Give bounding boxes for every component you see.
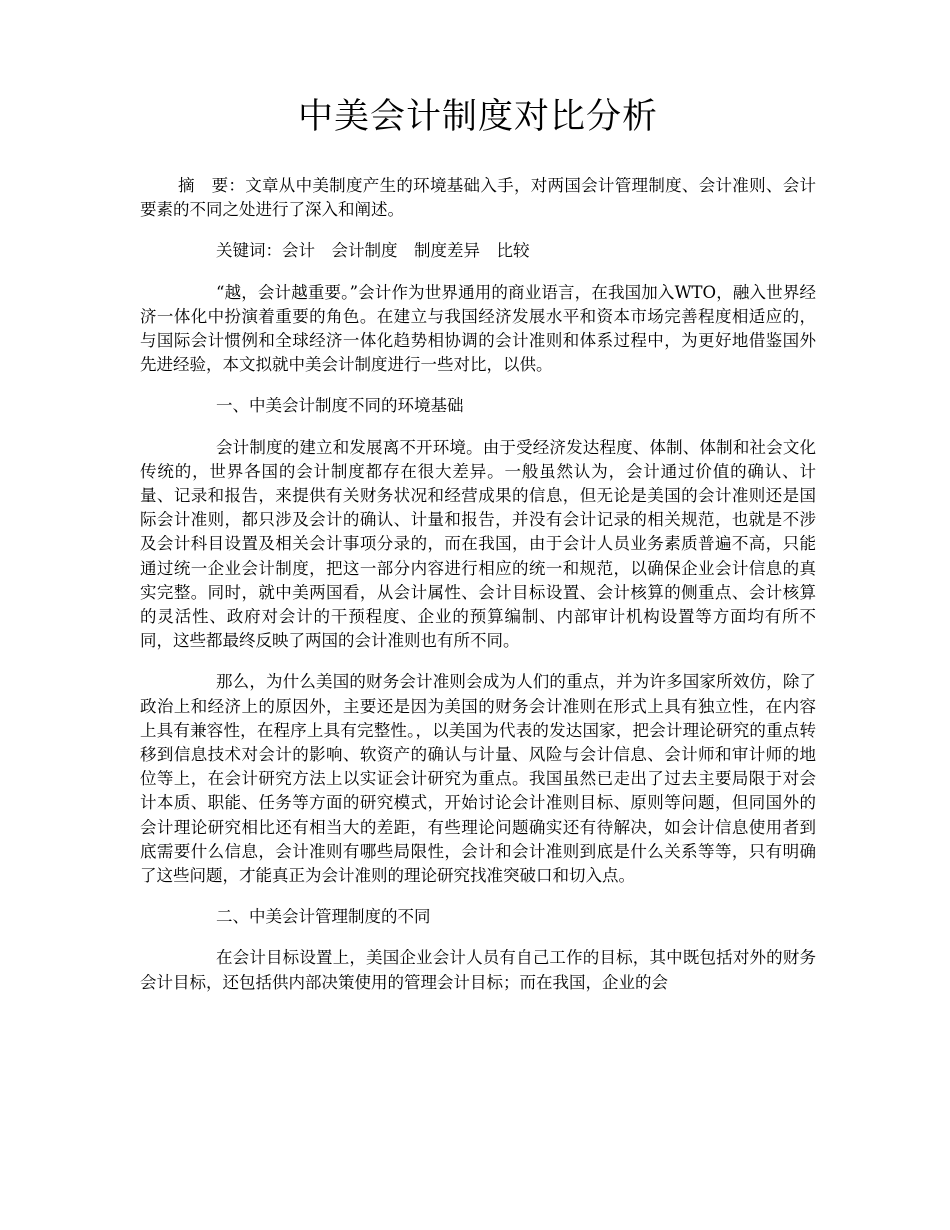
spacer [140,653,816,670]
keywords-line: 关键词：会计 会计制度 制度差异 比较 [216,241,530,261]
spacer [140,929,816,946]
section-2-heading: 二、中美会计管理制度的不同 [216,907,431,927]
abstract-paragraph: 摘 要：文章从中美制度产生的环境基础入手，对两国会计管理制度、会计准则、会计要素的不同之处进行了深入和阐述。 [140,176,816,220]
section-1-paragraph-1: 会计制度的建立和发展离不开环境。由于受经济发达程度、体制、体制和社会文化传统的，世界各国的会计制度都存在很大差异。一般虽然认为，会计通过价值的确认、计量、记录和报告，来提供有关财务状况和经营成果的信息，但无论是美国的会计准则还是国际会计准则，都只涉及会计的确认、计量和报告，并没有会计记录的相关规范，也就是不涉及会计科目设置及相关会计事项分录的，而在我国，由于会计人员业务素质普遍不高，只能通过统一企业会计制度，把这一部分内容进行相应的统一和规范，以确保企业会计信息的真实完整。同时，就中美两国看，从会计属性、会计目标设置、会计核算的侧重点、会计核算的灵活性、政府对会计的干预程度、企业的预算编制、内部审计机构设置等方面均有所不同，这些都最终反映了两国的会计准则也有所不同。 [140,437,816,651]
spacer [140,222,816,239]
intro-paragraph: “越，会计越重要。”会计作为世界通用的商业语言，在我国加入WTO，融入世界经济一体化中扮演着重要的角色。在建立与我国经济发展水平和资本市场完善程度相适应的，与国际会计惯例和全球经济一体化趋势相协调的会计准则和体系过程中，为更好地借鉴国外先进经验，本文拟就中美会计制度进行一些对比，以供。 [140,282,816,375]
document-page [140,92,816,995]
section-1-paragraph-2: 那么，为什么美国的财务会计准则会成为人们的重点，并为许多国家所效仿，除了政治上和经济上的原因外，主要还是因为美国的财务会计准则在形式上具有独立性，在内容上具有兼容性，在程序上具有完整性。，以美国为代表的发达国家，把会计理论研究的重点转移到信息技术对会计的影响、软资产的确认与计量、风险与会计信息、会计师和审计师的地位等上，在会计研究方法上以实证会计研究为重点。我国虽然已走出了过去主要局限于对会计本质、职能、任务等方面的研究模式，开始讨论会计准则目标、原则等问题，但同国外的会计理论研究相比还有相当大的差距，有些理论问题确实还有待解决，如会计信息使用者到底需要什么信息，会计准则有哪些局限性，会计和会计准则到底是什么关系等等，只有明确了这些问题，才能真正为会计准则的理论研究找准突破口和切入点。 [140,672,816,886]
document-title: 中美会计制度对比分析 [297,97,658,137]
spacer [140,888,816,905]
section-2-paragraph-1: 在会计目标设置上，美国企业会计人员有自己工作的目标，其中既包括对外的财务会计目标，还包括供内部决策使用的管理会计目标；而在我国，企业的会 [140,948,816,992]
spacer [140,264,816,281]
spacer [140,419,816,436]
spacer [140,377,816,394]
section-1-heading: 一、中美会计制度不同的环境基础 [216,396,464,416]
